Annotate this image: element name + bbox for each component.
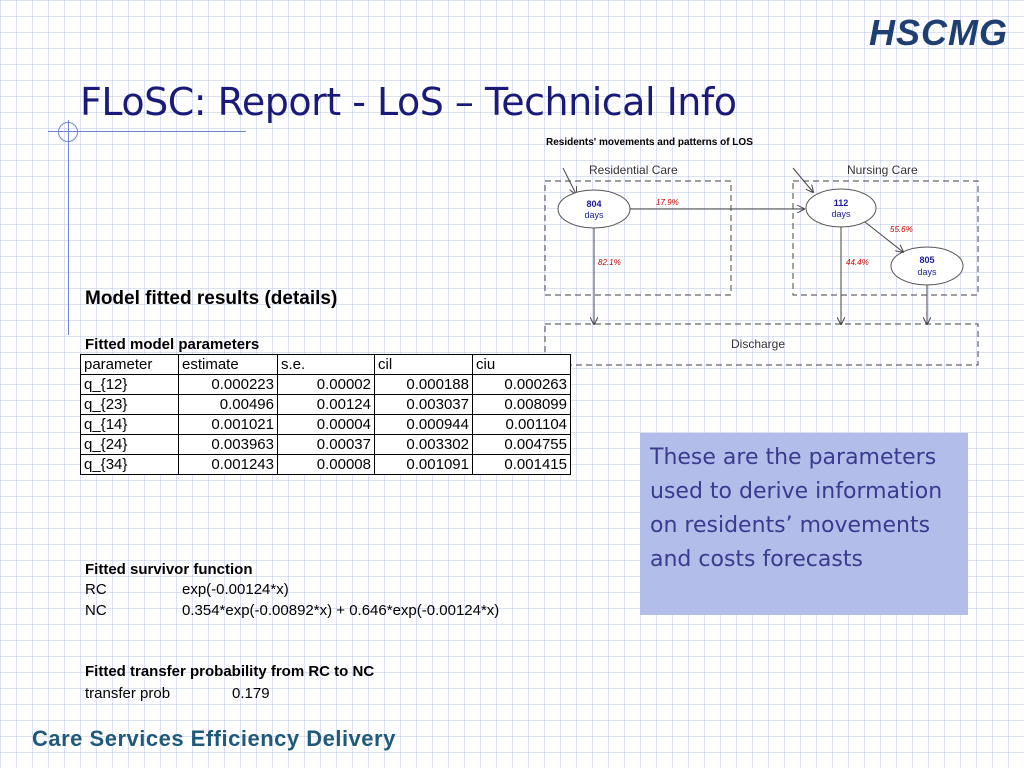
node-nursing-unit: days <box>831 209 851 219</box>
table-cell: 0.00004 <box>278 415 375 435</box>
table-cell: 0.001243 <box>179 455 278 475</box>
transfer-heading: Fitted transfer probability from RC to NC <box>85 663 375 680</box>
nursing-care-label: Nursing Care <box>847 163 918 177</box>
table-row <box>81 395 571 415</box>
node-nursing-long-unit: days <box>917 267 937 277</box>
table-cell: 0.004755 <box>473 435 571 455</box>
table-cell: 0.008099 <box>473 395 571 415</box>
table-cell: 0.00037 <box>278 435 375 455</box>
parameter-table <box>80 354 571 475</box>
discharge-label: Discharge <box>731 337 786 351</box>
table-row <box>81 455 571 475</box>
column-header: s.e. <box>278 355 375 375</box>
table-cell: 0.000263 <box>473 375 571 395</box>
table-header-row <box>81 355 571 375</box>
table-row <box>81 435 571 455</box>
residential-care-label: Residential Care <box>589 163 678 177</box>
callout-box <box>640 433 968 615</box>
params-heading: Fitted model parameters <box>85 336 260 353</box>
table-cell: q_{14} <box>81 415 179 435</box>
results-heading: Model fitted results (details) <box>85 288 338 309</box>
hscmg-logo: HSCMG <box>869 12 1008 53</box>
left-decor-line <box>68 120 69 335</box>
table-cell: 0.001091 <box>375 455 473 475</box>
column-header: estimate <box>179 355 278 375</box>
nc-label: NC <box>85 602 107 619</box>
table-cell: 0.000223 <box>179 375 278 395</box>
pct-nc-discharge: 44.4% <box>846 258 869 267</box>
table-cell: 0.001021 <box>179 415 278 435</box>
pct-rc-to-nc: 17.9% <box>656 198 679 207</box>
column-header: ciu <box>473 355 571 375</box>
node-residential-unit: days <box>584 210 604 220</box>
node-residential <box>558 190 630 228</box>
table-cell: q_{23} <box>81 395 179 415</box>
column-header: cil <box>375 355 473 375</box>
table-cell: 0.001415 <box>473 455 571 475</box>
los-diagram <box>543 132 980 368</box>
table-row <box>81 375 571 395</box>
table-cell: q_{34} <box>81 455 179 475</box>
table-cell: 0.001104 <box>473 415 571 435</box>
node-nursing-value: 112 <box>833 198 849 208</box>
node-nursing <box>806 189 876 227</box>
rc-label: RC <box>85 581 107 598</box>
table-cell: q_{24} <box>81 435 179 455</box>
footer-text: Care Services Efficiency Delivery <box>32 726 396 751</box>
table-cell: 0.00124 <box>278 395 375 415</box>
table-cell: 0.000188 <box>375 375 473 395</box>
table-cell: 0.00008 <box>278 455 375 475</box>
rc-formula: exp(-0.00124*x) <box>182 581 289 598</box>
pct-nc-to-nc2: 55.6% <box>890 225 913 234</box>
transfer-value: 0.179 <box>232 685 270 702</box>
table-cell: 0.00002 <box>278 375 375 395</box>
node-nursing-long-value: 805 <box>919 255 935 265</box>
survivor-heading: Fitted survivor function <box>85 561 253 578</box>
pct-rc-discharge: 82.1% <box>598 258 621 267</box>
transfer-label: transfer prob <box>85 685 171 702</box>
diagram-title: Residents' movements and patterns of LOS <box>546 137 753 148</box>
table-cell: 0.003037 <box>375 395 473 415</box>
slide-title: FLoSC: Report - LoS – Technical Info <box>80 80 737 124</box>
table-row <box>81 415 571 435</box>
table-cell: 0.000944 <box>375 415 473 435</box>
nc-formula: 0.354*exp(-0.00892*x) + 0.646*exp(-0.00124*x) <box>182 602 500 619</box>
column-header: parameter <box>81 355 179 375</box>
table-cell: 0.003302 <box>375 435 473 455</box>
node-residential-value: 804 <box>586 199 602 209</box>
table-cell: 0.003963 <box>179 435 278 455</box>
decor-circle-icon <box>58 122 78 142</box>
node-nursing-long <box>891 247 963 285</box>
table-cell: 0.00496 <box>179 395 278 415</box>
callout-text: These are the parameters used to derive information on residents’ movements and costs forecasts <box>650 445 943 572</box>
table-cell: q_{12} <box>81 375 179 395</box>
